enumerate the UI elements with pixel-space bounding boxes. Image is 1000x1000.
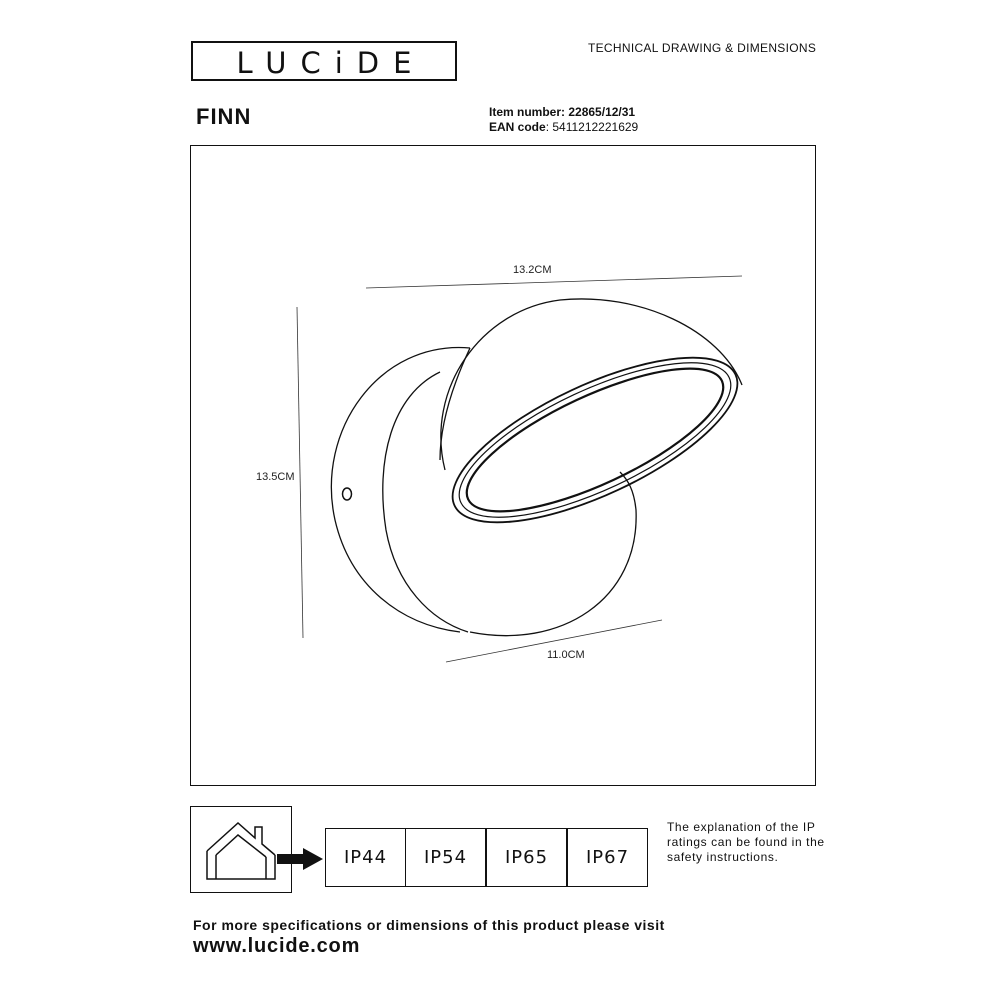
footer-text: For more specifications or dimensions of this product please visit: [193, 917, 665, 933]
height-dimension-line: [297, 307, 303, 638]
item-number-value: 22865/12/31: [568, 105, 636, 119]
mount-body-lower: [470, 472, 636, 636]
ean-code-value: : 5411212221629: [545, 120, 639, 134]
footer-website-link[interactable]: www.lucide.com: [193, 935, 361, 957]
height-dimension-label: 13.5CM: [256, 471, 295, 483]
shade-rim-middle: [440, 332, 751, 548]
ean-code-label: EAN code: [489, 120, 546, 134]
ip-rating-note: The explanation of the IP ratings can be found in the safety instructions.: [667, 820, 825, 864]
logo-text: LUCiDE: [236, 46, 426, 80]
depth-dimension-label: 11.0CM: [547, 649, 585, 661]
screw-hole: [343, 488, 352, 500]
width-dimension-line: [366, 276, 742, 288]
product-name: FINN: [196, 104, 252, 129]
ip-rating-67: IP67: [567, 828, 648, 887]
ip-rating-54: IP54: [405, 828, 486, 887]
item-number-label: Item number:: [489, 105, 566, 119]
ip-rating-44: IP44: [325, 828, 406, 887]
document-title: TECHNICAL DRAWING & DIMENSIONS: [588, 41, 817, 55]
shade-rim-inner: [450, 341, 741, 539]
wall-plate-rim: [383, 372, 468, 632]
arrow-right-icon: [275, 846, 325, 872]
width-dimension-label: 13.2CM: [513, 264, 552, 276]
shade-rim-outer: [431, 325, 758, 556]
ip-rating-65: IP65: [486, 828, 567, 887]
